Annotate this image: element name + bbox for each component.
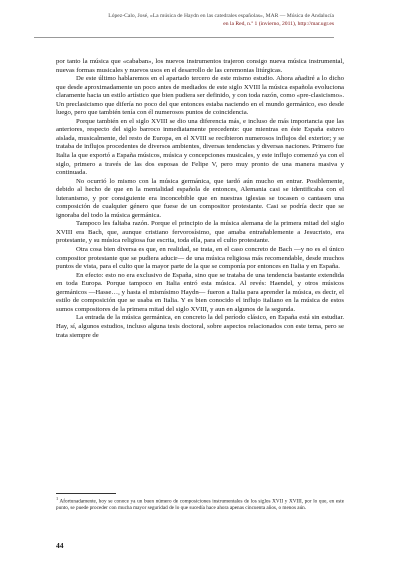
paragraph: Tampoco les faltaba razón. Porque el principio de la música alemana de la primera mitad del siglo XVIII era Bach, que, aunque cristiano fervorosísimo, que amaba entrañablemente a Jesucristo, era protestante, y su música religiosa fue escrita, toda ella, para el culto protestante. (56, 220, 344, 245)
header-divider (34, 37, 334, 38)
page-number: 44 (56, 541, 64, 550)
paragraph: Otra cosa bien diversa es que, en realidad, se trata, en el caso concreto de Bach —y no es el único compositor protestante que se pudiera aducir— de una música religiosa más recomendable, desde muchos puntos de vista, para el culto que la mayor parte de la que se componía por entonces en Italia y en España. (56, 246, 344, 271)
footnote (56, 496, 344, 512)
footnote-text: Afortunadamente, hoy se conoce ya un buen número de composiciones instrumentales de los siglos XVII y XVIII, por lo que, en este punto, se puede proceder con mucha mayor seguridad de lo que sucedía hace ahora apenas cincuenta años, o menos aún. (56, 498, 344, 512)
footnote-mark: 1 (56, 496, 59, 501)
paragraph: por tanto la música que «cababan», los nuevos instrumentos trajeron consigo nueva música instrumental, nuevas formas musicales y nuevos usos en el desarrollo de las ceremonias litúrgicas. (56, 58, 344, 74)
main-text (56, 58, 344, 340)
running-header (56, 9, 334, 43)
paragraph: No ocurrió lo mismo con la música germánica, que tardó aún mucho en entrar. Posiblemente, debido al hecho de que en la mentalidad española de entonces, Alemania casi se identificaba con el luteranismo, y por consiguiente era inconcebible que en nuestras iglesias se tocasen o cantasen una composición de cualquier género que fuese de un compositor protestante. Casi se podría decir que se ignoraba del todo la música germánica. (56, 177, 344, 219)
header-line-2[interactable]: en la Red, n.º 1 (invierno, 2011), http://mar.ugr.es (223, 21, 334, 28)
paragraph: Porque también en el siglo XVIII se dio una diferencia más, e incluso de más importancia que las anteriores, respecto del siglo barroco inmediatamente precedente: que mientras en éste España estuvo aislada, musicalmente, del resto de Europa, en el XVIII se recibieron numerosos influjos del exterior; y se trataba de influjos procedentes de diversos ambientes, diversas tendencias y diversas naciones. Primero fue Italia la que exportó a España músicos, música y concepciones musicales, y este influjo comenzó ya con el siglo, primero a través de las dos esposas de Felipe V, pero muy pronto de una manera masiva y continuada. (56, 117, 344, 177)
paragraph: En efecto: esto no era exclusivo de España, sino que se trataba de una tendencia bastante extendida en toda Europa. Porque tampoco en Italia entró esta música. Al revés: Haendel, y otros músicos germánicos —Hasse…, y hasta el mismísimo Haydn— fueron a Italia para aprender la música, es decir, el estilo de composición que se usaba en Italia. Y es bien conocido el influjo italiano en la música de estos sumos compositores de la primera mitad del siglo XVIII, y aun en algunos de la segunda. (56, 271, 344, 313)
footnote-divider (56, 493, 116, 494)
header-line-1: López-Calo, José, «La música de Haydn en las catedrales españolas», MAR — Música de Andalucía (108, 13, 334, 19)
header-citation (64, 12, 334, 28)
paragraph: La entrada de la música germánica, en concreto la del período clásico, en España está sin estudiar. Hay, sí, algunos estudios, incluso alguna tesis doctoral, sobre aspectos relacionados con este tema, pero se trata siempre de (56, 314, 344, 339)
paragraph: De este último hablaremos en el apartado tercero de este mismo estudio. Ahora añadiré a lo dicho que desde aproximadamente un poco antes de mediados de este siglo XVIII la música española evoluciona claramente hacia un estilo artístico que bien pudiera ser definido, y con toda razón, como «pre-clasicismo». Un preclasicismo que difería no poco del que entonces estaba naciendo en el mundo germánico, eso desde luego, pero que también tenía con él numerosos puntos de coincidencia. (56, 75, 344, 117)
